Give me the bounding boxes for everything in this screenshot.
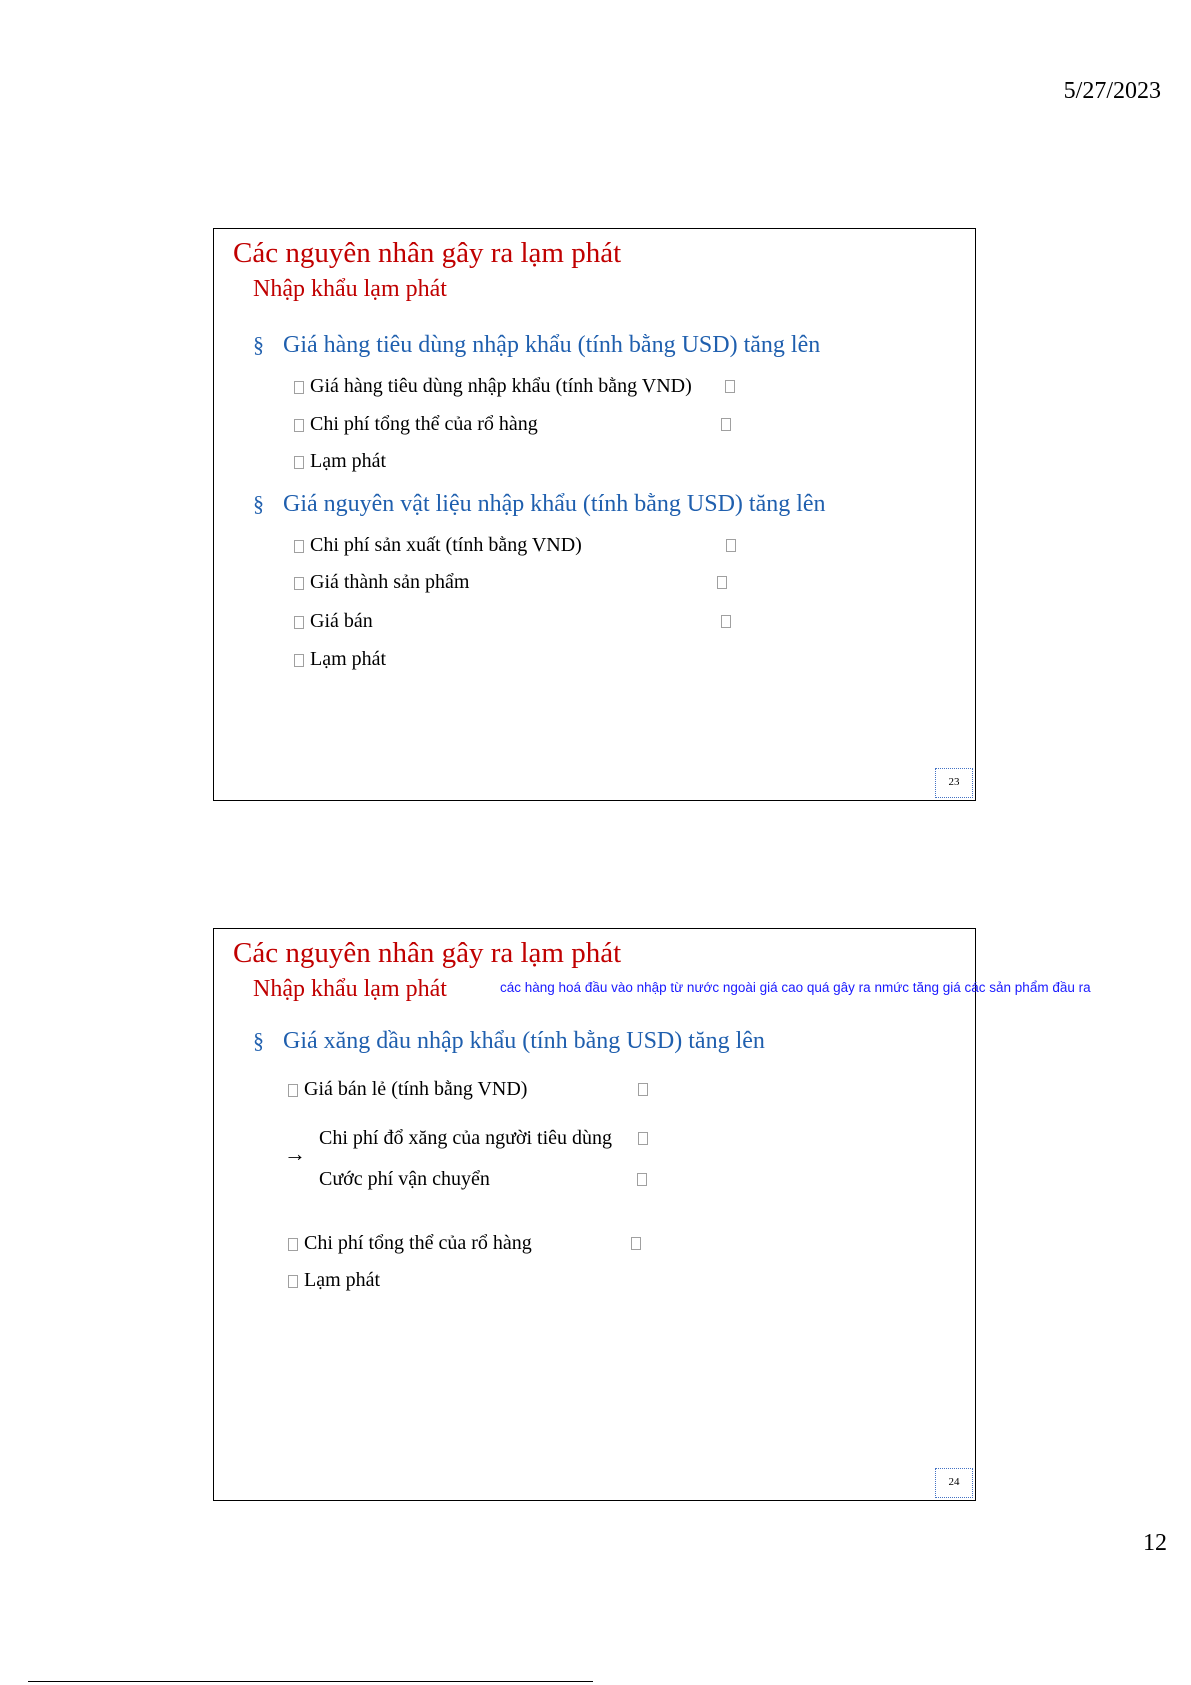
checkbox-icon (294, 419, 304, 432)
checkbox-icon (288, 1238, 298, 1251)
list-item: Giá hàng tiêu dùng nhập khẩu (tính bằng VND) (294, 375, 692, 398)
header-date: 5/27/2023 (1063, 78, 1161, 104)
page-number: 12 (1143, 1530, 1167, 1556)
arrow-placeholder-icon (726, 539, 736, 552)
slide-24 (213, 928, 976, 1501)
bullet-imported-fuel (253, 1028, 765, 1055)
checkbox-icon (294, 616, 304, 629)
slide-subtitle: Nhập khẩu lạm phát (253, 276, 447, 302)
list-item: Giá bán (294, 610, 373, 633)
arrow-placeholder-icon (638, 1083, 648, 1096)
list-item: Chi phí đổ xăng của người tiêu dùng (319, 1127, 613, 1149)
checkbox-icon (294, 654, 304, 667)
arrow-placeholder-icon (631, 1237, 641, 1250)
slide-subtitle: Nhập khẩu lạm phát (253, 976, 447, 1002)
bullet-imported-raw-materials (253, 491, 826, 518)
bullet-section-icon: § (253, 491, 264, 516)
bullet-text: Giá nguyên vật liệu nhập khẩu (tính bằng USD) tăng lên (283, 491, 826, 517)
checkbox-icon (294, 577, 304, 590)
list-item: Giá thành sản phẩm (294, 571, 469, 594)
list-item: Chi phí sản xuất (tính bằng VND) (294, 534, 582, 557)
slide-number: 24 (935, 1468, 973, 1498)
slide-title: Các nguyên nhân gây ra lạm phát (233, 237, 622, 269)
list-item: Cước phí vận chuyển (319, 1168, 490, 1190)
list-item: Lạm phát (294, 450, 386, 473)
list-item: Giá bán lẻ (tính bằng VND) (288, 1078, 527, 1101)
footer-rule (28, 1681, 593, 1682)
arrow-placeholder-icon (721, 615, 731, 628)
bullet-section-icon: § (253, 1028, 264, 1053)
bullet-imported-consumer-goods (253, 332, 820, 359)
arrow-placeholder-icon (637, 1173, 647, 1186)
checkbox-icon (288, 1275, 298, 1288)
checkbox-icon (294, 540, 304, 553)
checkbox-icon (294, 456, 304, 469)
list-item: Chi phí tổng thể của rổ hàng (294, 413, 538, 436)
arrow-placeholder-icon (717, 576, 727, 589)
bullet-text: Giá hàng tiêu dùng nhập khẩu (tính bằng USD) tăng lên (283, 332, 821, 358)
slide-23 (213, 228, 976, 801)
checkbox-icon (294, 381, 304, 394)
arrow-right-icon: → (284, 1141, 306, 1166)
bullet-text: Giá xăng dầu nhập khẩu (tính bằng USD) tăng lên (283, 1028, 765, 1054)
list-item: Chi phí tổng thể của rổ hàng (288, 1232, 532, 1255)
bullet-section-icon: § (253, 332, 264, 357)
arrow-placeholder-icon (725, 380, 735, 393)
checkbox-icon (288, 1084, 298, 1097)
slide-title: Các nguyên nhân gây ra lạm phát (233, 937, 622, 969)
slide-number: 23 (935, 768, 973, 798)
arrow-placeholder-icon (638, 1132, 648, 1145)
list-item: Lạm phát (294, 648, 386, 671)
arrow-placeholder-icon (721, 418, 731, 431)
slide-annotation: các hàng hoá đầu vào nhập từ nước ngoài giá cao quá gây ra nmức tăng giá các sản phẩm đầu ra (500, 980, 1091, 995)
list-item: Lạm phát (288, 1269, 380, 1292)
